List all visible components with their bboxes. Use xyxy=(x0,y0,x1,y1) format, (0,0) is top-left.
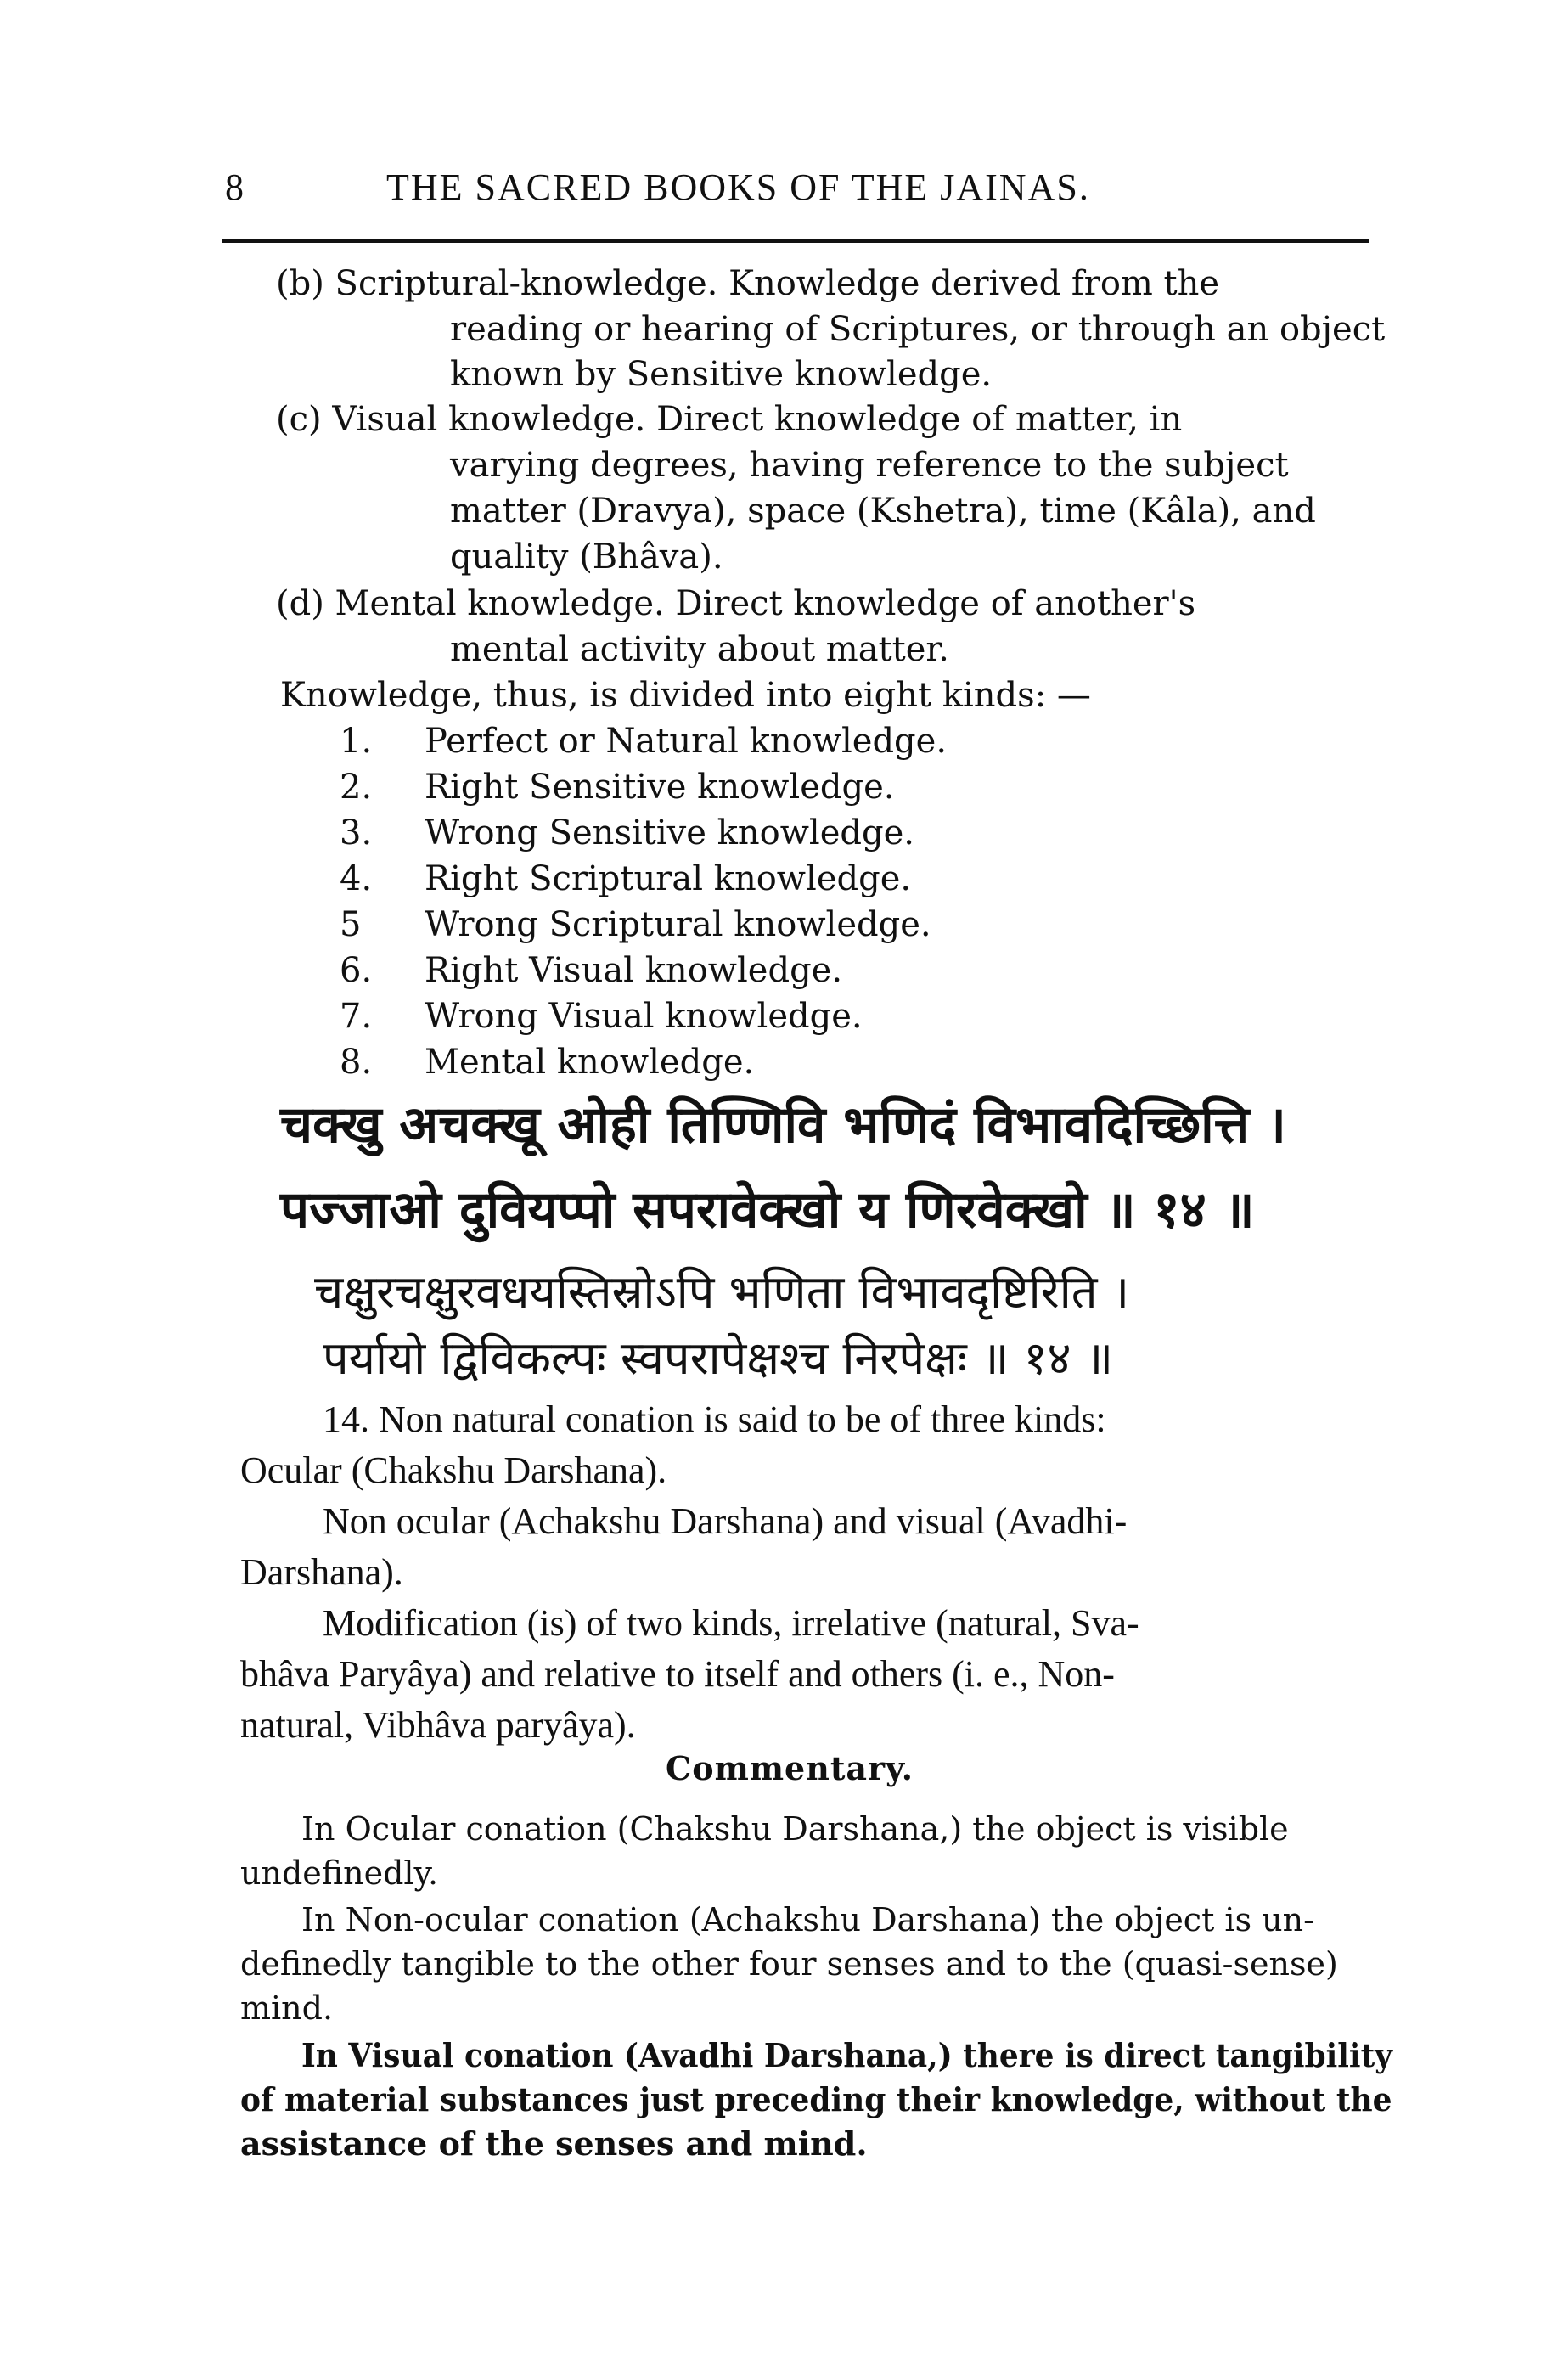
sanskrit-verse-line1: चक्षुरचक्षुरवधयस्तिस्रोऽपि भणिता विभावदृष्टिरिति । xyxy=(314,1265,1130,1319)
running-header xyxy=(225,166,1363,217)
list-item: 8. Mental knowledge. xyxy=(340,1043,755,1082)
sanskrit-verse-line2: पर्यायो द्विविकल्पः स्वपरापेक्षश्च निरपेक्षः ॥ १४ ॥ xyxy=(323,1331,1114,1385)
commentary-p3-line1: In Visual conation (Avadhi Darshana,) there is direct tangibility xyxy=(301,2036,1393,2074)
translation-line5: Modification (is) of two kinds, irrelative (natural, Sva- xyxy=(323,1602,1139,1644)
commentary-p2-line3: mind. xyxy=(240,1989,334,2027)
header-rule xyxy=(222,239,1369,243)
definition-d-line1: (d) Mental knowledge. Direct knowledge of another's xyxy=(276,584,1196,623)
commentary-p1-line2: undefinedly. xyxy=(240,1854,439,1892)
list-item: 2. Right Sensitive knowledge. xyxy=(340,768,895,807)
commentary-p2-line1: In Non-ocular conation (Achakshu Darshana) the object is un- xyxy=(301,1901,1314,1938)
translation-line6: bhâva Paryâya) and relative to itself and others (i. e., Non- xyxy=(240,1653,1115,1695)
list-item: 7. Wrong Visual knowledge. xyxy=(340,997,863,1036)
translation-line3: Non ocular (Achakshu Darshana) and visual (Avadhi- xyxy=(323,1500,1128,1542)
definition-c-label: (c) xyxy=(276,400,322,439)
definition-c-line3: matter (Dravya), space (Kshetra), time (Kâla), and xyxy=(450,492,1316,531)
commentary-p1-line1: In Ocular conation (Chakshu Darshana,) the object is visible xyxy=(301,1810,1289,1848)
commentary-heading: Commentary. xyxy=(666,1749,914,1787)
page-number: 8 xyxy=(225,166,245,208)
list-item: 5 Wrong Scriptural knowledge. xyxy=(340,905,931,944)
definition-d-label: (d) xyxy=(276,584,324,623)
list-item: 3. Wrong Sensitive knowledge. xyxy=(340,813,914,852)
definition-b-label: (b) xyxy=(276,264,324,303)
definition-c-line4: quality (Bhâva). xyxy=(450,537,723,577)
commentary-p3-line2: of material substances just preceding their knowledge, without the xyxy=(240,2080,1392,2118)
running-title: THE SACRED BOOKS OF THE JAINAS. xyxy=(386,166,1090,208)
kinds-intro: Knowledge, thus, is divided into eight kinds: — xyxy=(280,676,1091,715)
definition-b-line3: known by Sensitive knowledge. xyxy=(450,355,993,394)
list-item: 6. Right Visual knowledge. xyxy=(340,951,843,990)
list-item: 1. Perfect or Natural knowledge. xyxy=(340,722,948,761)
prakrit-verse-line1: चक्खु अचक्खू ओही तिण्णिवि भणिदं विभावदिच्छित्ति । xyxy=(280,1095,1286,1155)
definition-d-line2: mental activity about matter. xyxy=(450,630,949,669)
commentary-p2-line2: definedly tangible to the other four senses and to the (quasi-sense) xyxy=(240,1945,1338,1983)
translation-line1: 14. Non natural conation is said to be of three kinds: xyxy=(323,1398,1106,1440)
translation-line4: Darshana). xyxy=(240,1551,403,1593)
definition-b-line2: reading or hearing of Scriptures, or through an object xyxy=(450,310,1386,349)
list-item: 4. Right Scriptural knowledge. xyxy=(340,859,912,898)
definition-c-line2: varying degrees, having reference to the subject xyxy=(450,446,1289,485)
definition-c-line1: (c) Visual knowledge. Direct knowledge of matter, in xyxy=(276,400,1183,439)
prakrit-verse-line2: पज्जाओ दुवियप्पो सपरावेक्खो य णिरवेक्खो ॥ १४ ॥ xyxy=(280,1180,1255,1240)
definition-b-line1: (b) Scriptural-knowledge. Knowledge derived from the xyxy=(276,264,1220,303)
commentary-p3-line3: assistance of the senses and mind. xyxy=(240,2124,868,2163)
translation-line2: Ocular (Chakshu Darshana). xyxy=(240,1449,667,1491)
translation-line7: natural, Vibhâva paryâya). xyxy=(240,1704,636,1746)
